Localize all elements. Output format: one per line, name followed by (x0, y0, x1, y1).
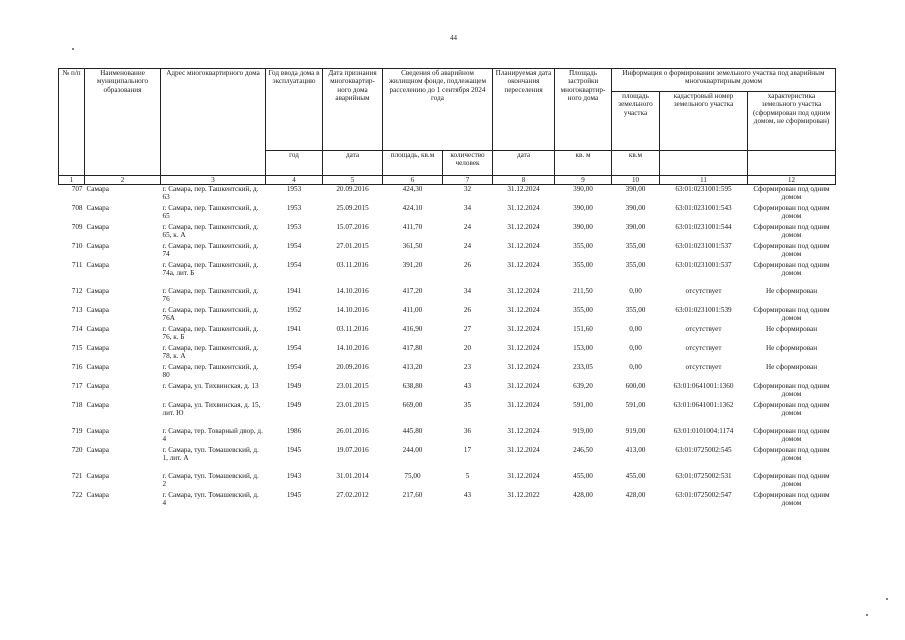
row-year-built: 1954 (286, 343, 302, 352)
row-number: 721 (71, 471, 83, 480)
row-land-area: 428,00 (625, 490, 646, 499)
row-year-built: 1953 (286, 203, 302, 212)
table-row (59, 185, 836, 204)
row-cadastral-number: 63:01:0231001:595 (675, 185, 732, 193)
header-land-info: Информация о формировании земельного участка под аварийным многоквартирным домом (612, 69, 836, 92)
scan-speck (72, 48, 74, 50)
column-number: 10 (612, 176, 660, 185)
header-year-built: Год ввода дома в эксплуатацию (266, 69, 323, 151)
header-cadastral-number: кадастровый номер земельного участка (660, 92, 748, 151)
row-cadastral-number: отсутствует (685, 362, 722, 371)
row-municipality: Самара (86, 324, 109, 333)
row-land-characteristic: Сформирован под одним домом (753, 400, 830, 417)
unit-empty (660, 151, 748, 176)
row-land-characteristic: Не сформирован (765, 324, 818, 333)
row-year-built: 1943 (286, 471, 302, 480)
header-land-characteristic: характеристика земельного участка (сформирован под одним домом, не сформирован) (748, 92, 836, 151)
row-people: 27 (463, 324, 472, 333)
row-people: 26 (463, 305, 472, 314)
row-area: 445,80 (402, 426, 423, 435)
row-planned-date: 31.12.2024 (507, 343, 540, 352)
row-municipality: Самара (86, 241, 109, 250)
row-building-area: 390,00 (573, 185, 593, 193)
row-municipality: Самара (86, 400, 109, 409)
row-year-built: 1941 (286, 286, 302, 295)
row-land-area: 591,00 (625, 400, 646, 409)
header-building-area: Площадь застройки многоквартир-ного дома (555, 69, 612, 151)
row-area: 417,20 (402, 286, 423, 295)
row-emergency-date: 03.11.2016 (336, 324, 369, 333)
row-land-area: 390,00 (625, 185, 646, 193)
row-municipality: Самара (86, 222, 109, 231)
row-number: 717 (71, 381, 83, 390)
row-people: 34 (463, 203, 472, 212)
row-people: 26 (463, 260, 472, 269)
column-number: 4 (266, 176, 323, 185)
table-row (59, 325, 836, 344)
row-emergency-date: 23.01.2015 (336, 400, 369, 409)
row-land-characteristic: Сформирован под одним домом (753, 260, 830, 277)
row-emergency-date: 14.10.2016 (336, 343, 369, 352)
column-number: 3 (161, 176, 266, 185)
scan-speck (866, 614, 868, 616)
column-number: 11 (660, 176, 748, 185)
row-land-area: 919,00 (625, 426, 646, 435)
row-land-area: 355,00 (625, 260, 646, 269)
row-address: г. Самара, пер. Ташкентский, д. 65, к. А (162, 222, 259, 239)
table-row (59, 491, 836, 510)
row-number: 715 (71, 343, 83, 352)
row-year-built: 1986 (286, 426, 302, 435)
row-planned-date: 31.12.2024 (507, 362, 540, 371)
row-building-area: 246,50 (573, 445, 593, 454)
column-number-row (59, 176, 836, 185)
column-number: 12 (748, 176, 836, 185)
row-number: 709 (71, 222, 83, 231)
row-planned-date: 31.12.2024 (507, 400, 540, 409)
table-row (59, 242, 836, 261)
row-address: г. Самара, пер. Ташкентский, д. 78, к. А (162, 343, 259, 360)
row-year-built: 1953 (286, 222, 302, 231)
row-municipality: Самара (86, 445, 109, 454)
row-year-built: 1954 (286, 260, 302, 269)
unit-year: год (266, 151, 323, 176)
row-planned-date: 31.12.2024 (507, 222, 540, 231)
row-building-area: 211,50 (573, 286, 593, 295)
row-address: г. Самара, туп. Томашевский, д. 1, лит. А (162, 445, 259, 462)
column-number: 8 (493, 176, 555, 185)
unit-people: количество человек (443, 151, 493, 176)
row-address: г. Самара, пер. Ташкентский, д. 74 (162, 241, 259, 258)
row-land-area: 355,00 (625, 241, 646, 250)
column-number: 5 (323, 176, 383, 185)
row-municipality: Самара (86, 471, 109, 480)
row-planned-date: 31.12.2024 (507, 305, 540, 314)
row-cadastral-number: 63:01:0725002:547 (675, 490, 732, 499)
row-land-area: 0,00 (629, 286, 642, 295)
row-building-area: 390,00 (573, 222, 593, 231)
row-land-area: 0,00 (629, 362, 642, 371)
row-address: г. Самара, пер. Ташкентский, д. 76А (162, 305, 259, 322)
row-municipality: Самара (86, 490, 109, 499)
table-row (59, 287, 836, 306)
row-emergency-date: 19.07.2016 (336, 445, 369, 454)
header-number: № п/п (59, 69, 85, 176)
row-building-area: 355,00 (573, 260, 593, 269)
row-number: 710 (71, 241, 83, 250)
table-row (59, 363, 836, 382)
row-address: г. Самара, туп. Томашевский, д. 4 (162, 490, 259, 507)
row-area: 411,70 (402, 222, 423, 231)
row-planned-date: 31.12.2024 (507, 185, 540, 193)
row-land-characteristic: Сформирован под одним домом (753, 305, 830, 322)
row-building-area: 591,00 (573, 400, 593, 409)
row-number: 707 (71, 185, 83, 193)
row-emergency-date: 20.09.2016 (336, 362, 369, 371)
column-number: 1 (59, 176, 85, 185)
row-people: 17 (463, 445, 472, 454)
row-land-characteristic: Не сформирован (765, 362, 818, 371)
row-land-characteristic: Сформирован под одним домом (753, 185, 830, 202)
row-area: 416,90 (402, 324, 423, 333)
row-building-area: 390,00 (573, 203, 593, 212)
unit-empty (748, 151, 836, 176)
row-number: 720 (71, 445, 83, 454)
row-municipality: Самара (86, 286, 109, 295)
row-number: 718 (71, 400, 83, 409)
column-number: 9 (555, 176, 612, 185)
row-number: 719 (71, 426, 83, 435)
row-number: 714 (71, 324, 83, 333)
row-year-built: 1949 (286, 400, 302, 409)
row-land-characteristic: Не сформирован (765, 286, 818, 295)
row-area: 411,00 (402, 305, 423, 314)
row-municipality: Самара (86, 305, 109, 314)
row-land-area: 0,00 (629, 324, 642, 333)
row-people: 43 (463, 490, 472, 499)
row-land-characteristic: Сформирован под одним домом (753, 471, 830, 488)
row-number: 713 (71, 305, 83, 314)
row-municipality: Самара (86, 343, 109, 352)
row-address: г. Самара, тер. Товарный двор, д. 4 (162, 426, 263, 443)
row-land-characteristic: Сформирован под одним домом (753, 203, 830, 220)
row-people: 23 (463, 362, 472, 371)
row-municipality: Самара (86, 381, 109, 390)
row-year-built: 1953 (286, 185, 302, 193)
row-emergency-date: 15.07.2016 (336, 222, 369, 231)
row-address: г. Самара, ул. Тихвинская, д. 13 (162, 381, 259, 390)
row-year-built: 1949 (286, 381, 302, 390)
row-area: 417,80 (402, 343, 423, 352)
row-address: г. Самара, пер. Ташкентский, д. 74а, лит. Б (162, 260, 259, 277)
header-housing-info: Сведения об аварийном жилищном фонде, подлежащем расселению до 1 сентября 2024 года (383, 69, 493, 151)
row-year-built: 1945 (286, 490, 302, 499)
row-emergency-date: 20.09.2016 (336, 185, 369, 193)
row-people: 43 (463, 381, 472, 390)
row-building-area: 455,00 (573, 471, 593, 480)
row-emergency-date: 14.10.2016 (336, 305, 369, 314)
row-number: 722 (71, 490, 83, 499)
header-address: Адрес многоквартирного дома (161, 69, 266, 176)
scan-speck (886, 598, 888, 600)
row-area: 424,30 (402, 185, 423, 193)
row-cadastral-number: 63:01:0641001:1360 (673, 381, 734, 390)
row-address: г. Самара, пер. Ташкентский, д. 63 (162, 185, 259, 202)
row-people: 24 (463, 222, 472, 231)
row-cadastral-number: отсутствует (685, 286, 722, 295)
row-area: 413,20 (402, 362, 423, 371)
row-people: 20 (463, 343, 472, 352)
row-planned-date: 31.12.2024 (507, 241, 540, 250)
unit-area: площадь, кв.м (383, 151, 443, 176)
row-area: 638,80 (402, 381, 423, 390)
row-year-built: 1954 (286, 362, 302, 371)
row-building-area: 151,60 (573, 324, 593, 333)
row-planned-date: 31.12.2024 (507, 286, 540, 295)
row-emergency-date: 26.01.2016 (336, 426, 369, 435)
row-land-characteristic: Сформирован под одним домом (753, 381, 830, 398)
unit-sqm: кв.м (612, 151, 660, 176)
row-address: г. Самара, пер. Ташкентский, д. 76 (162, 286, 259, 303)
row-planned-date: 31.12.2024 (507, 324, 540, 333)
row-land-area: 455,00 (625, 471, 646, 480)
header-land-area: площадь земельного участка (612, 92, 660, 151)
row-building-area: 428,00 (573, 490, 593, 499)
row-cadastral-number: 63:01:0231001:537 (675, 260, 732, 269)
row-cadastral-number: 63:01:0231001:544 (675, 222, 732, 231)
row-land-characteristic: Сформирован под одним домом (753, 241, 830, 258)
row-year-built: 1954 (286, 241, 302, 250)
row-land-characteristic: Сформирован под одним домом (753, 222, 830, 239)
row-land-characteristic: Сформирован под одним домом (753, 426, 830, 443)
row-land-characteristic: Сформирован под одним домом (753, 490, 830, 507)
row-cadastral-number: отсутствует (685, 324, 722, 333)
row-address: г. Самара, пер. Ташкентский, д. 80 (162, 362, 259, 379)
row-area: 669,00 (402, 400, 423, 409)
row-building-area: 355,00 (573, 241, 593, 250)
row-emergency-date: 31.01.2014 (336, 471, 369, 480)
row-building-area: 639,20 (573, 381, 593, 390)
row-land-characteristic: Сформирован под одним домом (753, 445, 830, 462)
row-land-area: 0,00 (629, 343, 642, 352)
row-municipality: Самара (86, 426, 109, 435)
row-cadastral-number: 63:01:0231001:539 (675, 305, 732, 314)
row-cadastral-number: 63:01:0725002:545 (675, 445, 732, 454)
row-emergency-date: 27.01.2015 (336, 241, 369, 250)
row-cadastral-number: 63:01:0101004:1174 (673, 426, 734, 435)
table-row (59, 446, 836, 472)
table-row (59, 427, 836, 446)
row-emergency-date: 23.01.2015 (336, 381, 369, 390)
row-municipality: Самара (86, 203, 109, 212)
row-cadastral-number: 63:01:0641001:1362 (673, 400, 734, 409)
row-land-area: 390,00 (625, 222, 646, 231)
table-row (59, 261, 836, 287)
row-number: 711 (71, 260, 83, 269)
row-people: 5 (465, 471, 470, 480)
row-address: г. Самара, туп. Томашевский, д. 2 (162, 471, 259, 488)
row-area: 244,00 (402, 445, 423, 454)
row-building-area: 919,00 (573, 426, 593, 435)
row-municipality: Самара (86, 185, 109, 193)
table-row (59, 204, 836, 223)
row-number: 708 (71, 203, 83, 212)
table-body (59, 185, 836, 510)
table-row (59, 344, 836, 363)
table-row (59, 223, 836, 242)
unit-sqm: кв. м (555, 151, 612, 176)
row-land-area: 600,00 (625, 381, 646, 390)
row-building-area: 153,00 (573, 343, 593, 352)
row-planned-date: 31.12.2022 (507, 490, 540, 499)
emergency-housing-table (58, 68, 836, 510)
row-building-area: 355,00 (573, 305, 593, 314)
row-cadastral-number: 63:01:0231001:543 (675, 203, 732, 212)
row-area: 217,60 (402, 490, 423, 499)
row-emergency-date: 03.11.2016 (336, 260, 369, 269)
row-building-area: 233,05 (573, 362, 593, 371)
row-year-built: 1945 (286, 445, 302, 454)
page-number: 44 (450, 34, 457, 42)
row-planned-date: 31.12.2024 (507, 471, 540, 480)
row-address: г. Самара, пер. Ташкентский, д. 65 (162, 203, 259, 220)
header-emergency-date: Дата признания многоквартир-ного дома аварийным (323, 69, 383, 151)
unit-date: дата (493, 151, 555, 176)
row-number: 716 (71, 362, 83, 371)
header-planned-date: Планируемая дата окончания переселения (493, 69, 555, 151)
row-land-area: 413,00 (625, 445, 646, 454)
row-land-area: 390,00 (625, 203, 646, 212)
table-row (59, 382, 836, 401)
row-area: 391,20 (402, 260, 423, 269)
row-area: 424,10 (402, 203, 423, 212)
row-cadastral-number: 63:01:0231001:537 (675, 241, 732, 250)
table-row (59, 401, 836, 427)
row-year-built: 1952 (286, 305, 302, 314)
row-year-built: 1941 (286, 324, 302, 333)
column-number: 6 (383, 176, 443, 185)
row-municipality: Самара (86, 362, 109, 371)
row-land-characteristic: Не сформирован (765, 343, 818, 352)
unit-date: дата (323, 151, 383, 176)
row-municipality: Самара (86, 260, 109, 269)
row-emergency-date: 27.02.2012 (336, 490, 369, 499)
row-land-area: 355,00 (625, 305, 646, 314)
row-emergency-date: 14.10.2016 (336, 286, 369, 295)
row-people: 24 (463, 241, 472, 250)
column-number: 7 (443, 176, 493, 185)
row-people: 36 (463, 426, 472, 435)
row-cadastral-number: 63:01:0725002:531 (675, 471, 732, 480)
row-planned-date: 31.12.2024 (507, 381, 540, 390)
row-planned-date: 31.12.2024 (507, 260, 540, 269)
row-people: 35 (463, 400, 472, 409)
header-municipality: Наименование муниципального образования (85, 69, 161, 176)
table-row (59, 472, 836, 491)
row-planned-date: 31.12.2024 (507, 445, 540, 454)
row-people: 32 (463, 185, 472, 193)
row-number: 712 (71, 286, 83, 295)
row-area: 361,50 (402, 241, 423, 250)
row-emergency-date: 25.09.2015 (336, 203, 369, 212)
row-address: г. Самара, пер. Ташкентский, д. 76, к. Б (162, 324, 259, 341)
row-planned-date: 31.12.2024 (507, 426, 540, 435)
row-cadastral-number: отсутствует (685, 343, 722, 352)
column-number: 2 (85, 176, 161, 185)
row-people: 34 (463, 286, 472, 295)
table-row (59, 306, 836, 325)
row-address: г. Самара, ул. Тихвинская, д. 15, лит. Ю (162, 400, 261, 417)
row-area: 75,00 (404, 471, 421, 480)
row-planned-date: 31.12.2024 (507, 203, 540, 212)
